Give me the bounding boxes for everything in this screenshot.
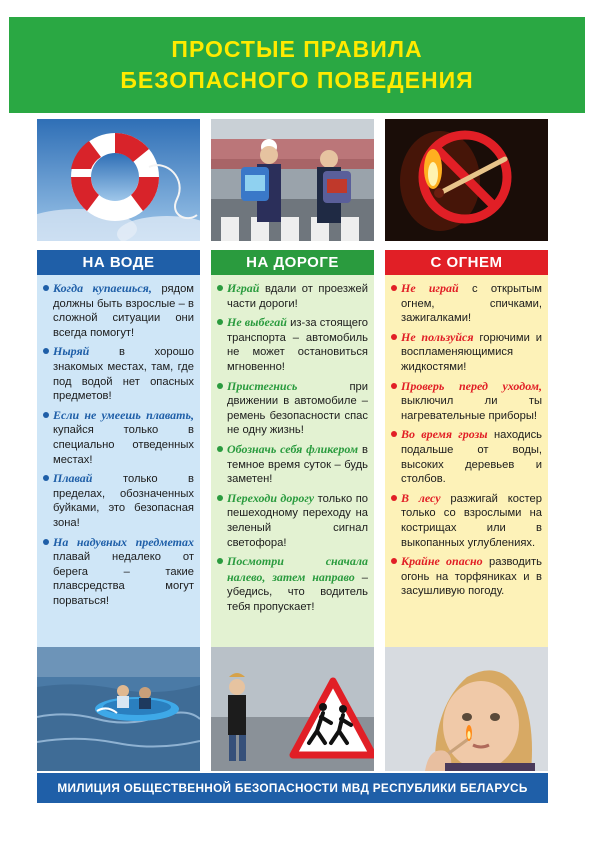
- list-item: Крайне опасно разводить огонь на торфяниках и в засушливую погоду.: [391, 554, 542, 599]
- list-item: Проверь перед уходом, выключил ли ты нагревательные приборы!: [391, 379, 542, 424]
- column-water: [37, 119, 200, 771]
- poster-title-line2: БЕЗОПАСНОГО ПОВЕДЕНИЯ: [120, 67, 474, 93]
- list-item: Ныряй в хорошо знакомых местах, там, где под водой нет опасных предметов!: [43, 344, 194, 403]
- boat-photo: [37, 647, 200, 771]
- list-item: Во время грозы находись подальше от воды, высоких деревьев и столбов.: [391, 427, 542, 486]
- list-item: В лесу разжигай костер только со взрослыми на кострищах или в выкопанных углублениях.: [391, 491, 542, 550]
- water-rules: [37, 275, 200, 647]
- column-title-water: НА ВОДЕ: [37, 250, 200, 275]
- footer-banner: МИЛИЦИЯ ОБЩЕСТВЕННОЙ БЕЗОПАСНОСТИ МВД РЕСПУБЛИКИ БЕЛАРУСЬ: [37, 773, 548, 803]
- column-title-road: НА ДОРОГЕ: [211, 250, 374, 275]
- poster-title-line1: ПРОСТЫЕ ПРАВИЛА: [171, 36, 423, 62]
- column-road: [211, 119, 374, 771]
- list-item: Переходи дорогу только по пешеходному переходу на зеленый сигнал светофора!: [217, 491, 368, 550]
- lifebuoy-photo: [37, 119, 200, 241]
- list-item: Играй вдали от проезжей части дороги!: [217, 281, 368, 311]
- list-item: Пристегнись при движении в автомобиле – ремень безопасности спас не одну жизнь!: [217, 379, 368, 438]
- list-item: На надувных предметах плавай недалеко от берега – такие плавсредства могут порваться!: [43, 535, 194, 609]
- children-crossing-photo: [211, 119, 374, 241]
- list-item: Когда купаешься, рядом должны быть взрослые – в сложной ситуации они всегда помогут!: [43, 281, 194, 340]
- list-item: Посмотри сначала налево, затем направо – убедись, что водитель тебя пропускает!: [217, 554, 368, 614]
- column-title-fire: С ОГНЕМ: [385, 250, 548, 275]
- list-item: Обозначь себя фликером в темное время суток – будь заметен!: [217, 442, 368, 487]
- no-matches-photo: [385, 119, 548, 241]
- poster-header: [9, 17, 585, 113]
- list-item: Не пользуйся горючими и воспламеняющимися жидкостями!: [391, 330, 542, 375]
- list-item: Плавай только в пределах, обозначенных буйками, это безопасная зона!: [43, 471, 194, 530]
- road-rules: [211, 275, 374, 647]
- list-item: Не выбегай из-за стоящего транспорта – автомобиль не может остановиться мгновенно!: [217, 315, 368, 374]
- column-fire: [385, 119, 548, 771]
- list-item: Если не умеешь плавать, купайся только в специально отведенных местах!: [43, 408, 194, 467]
- fire-rules: [385, 275, 548, 647]
- road-sign-photo: [211, 647, 374, 771]
- list-item: Не играй с открытым огнем, спичками, зажигалками!: [391, 281, 542, 326]
- child-with-match-photo: [385, 647, 548, 771]
